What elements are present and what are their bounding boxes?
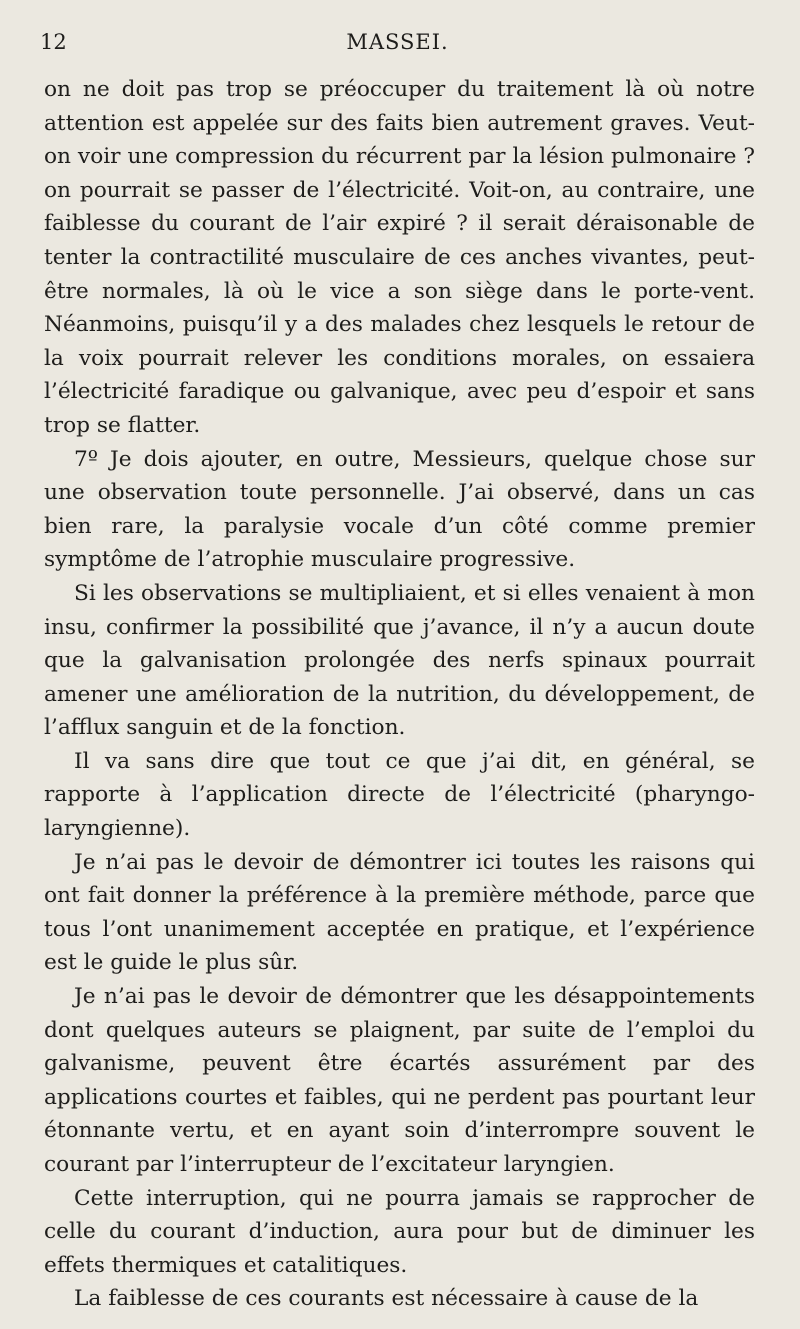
paragraph: Si les observations se multipliaient, et si elles venaient à mon insu, confirmer la possibilité que j’avance, il n’y a aucun doute que la galvanisation prolongée des nerfs spinaux pourrait amener une amélioration de la nutrition, du développement, de l’afflux sanguin et de la fonction. bbox=[44, 580, 755, 741]
page-number: 12 bbox=[40, 30, 67, 54]
body-text bbox=[44, 73, 755, 1316]
running-head: MASSEI. bbox=[346, 30, 449, 54]
paragraph: Cette interruption, qui ne pourra jamais se rapprocher de celle du courant d’induction, aura pour but de diminuer les effets thermiques et catalitiques. bbox=[44, 1185, 755, 1278]
paragraph: 7º Je dois ajouter, en outre, Messieurs, quelque chose sur une observation toute personnelle. J’ai observé, dans un cas bien rare, la paralysie vocale d’un côté comme premier symptôme de l’atrophie musculaire progressive. bbox=[44, 446, 755, 573]
page-header bbox=[40, 30, 755, 60]
paragraph: La faiblesse de ces courants est nécessaire à cause de la bbox=[74, 1286, 699, 1312]
paragraph: Je n’ai pas le devoir de démontrer ici toutes les raisons qui ont fait donner la préférence à la première méthode, parce que tous l’ont unanimement acceptée en pratique, et l’expérience est le guide le plus sûr. bbox=[44, 849, 755, 976]
paragraph: Il va sans dire que tout ce que j’ai dit, en général, se rapporte à l’application directe de l’électricité (pharyngo-laryngienne). bbox=[44, 748, 755, 842]
paragraph: Je n’ai pas le devoir de démontrer que les désappointements dont quelques auteurs se plaignent, par suite de l’emploi du galvanisme, peuvent être écartés assurément par des applications courtes et faibles, qui ne perdent pas pourtant leur étonnante vertu, et en ayant soin d’interrompre souvent le courant par l’interrupteur de l’excitateur laryngien. bbox=[44, 984, 755, 1177]
paragraph: on ne doit pas trop se préoccuper du traitement là où notre attention est appelée sur des faits bien autrement graves. Veut-on voir une compression du récurrent par la lésion pulmonaire ? on pourrait se passer de l’électricité. Voit-on, au contraire, une faiblesse du courant de l’air expiré ? il serait déraisonable de tenter la contractilité musculaire de ces anches vivantes, peut-être normales, là où le vice a son siège dans le porte-vent. Néanmoins, puisqu’il y a des malades chez lesquels le retour de la voix pourrait relever les conditions morales, on essaiera l’électricité faradique ou galvanique, avec peu d’espoir et sans trop se flatter. bbox=[44, 77, 755, 438]
